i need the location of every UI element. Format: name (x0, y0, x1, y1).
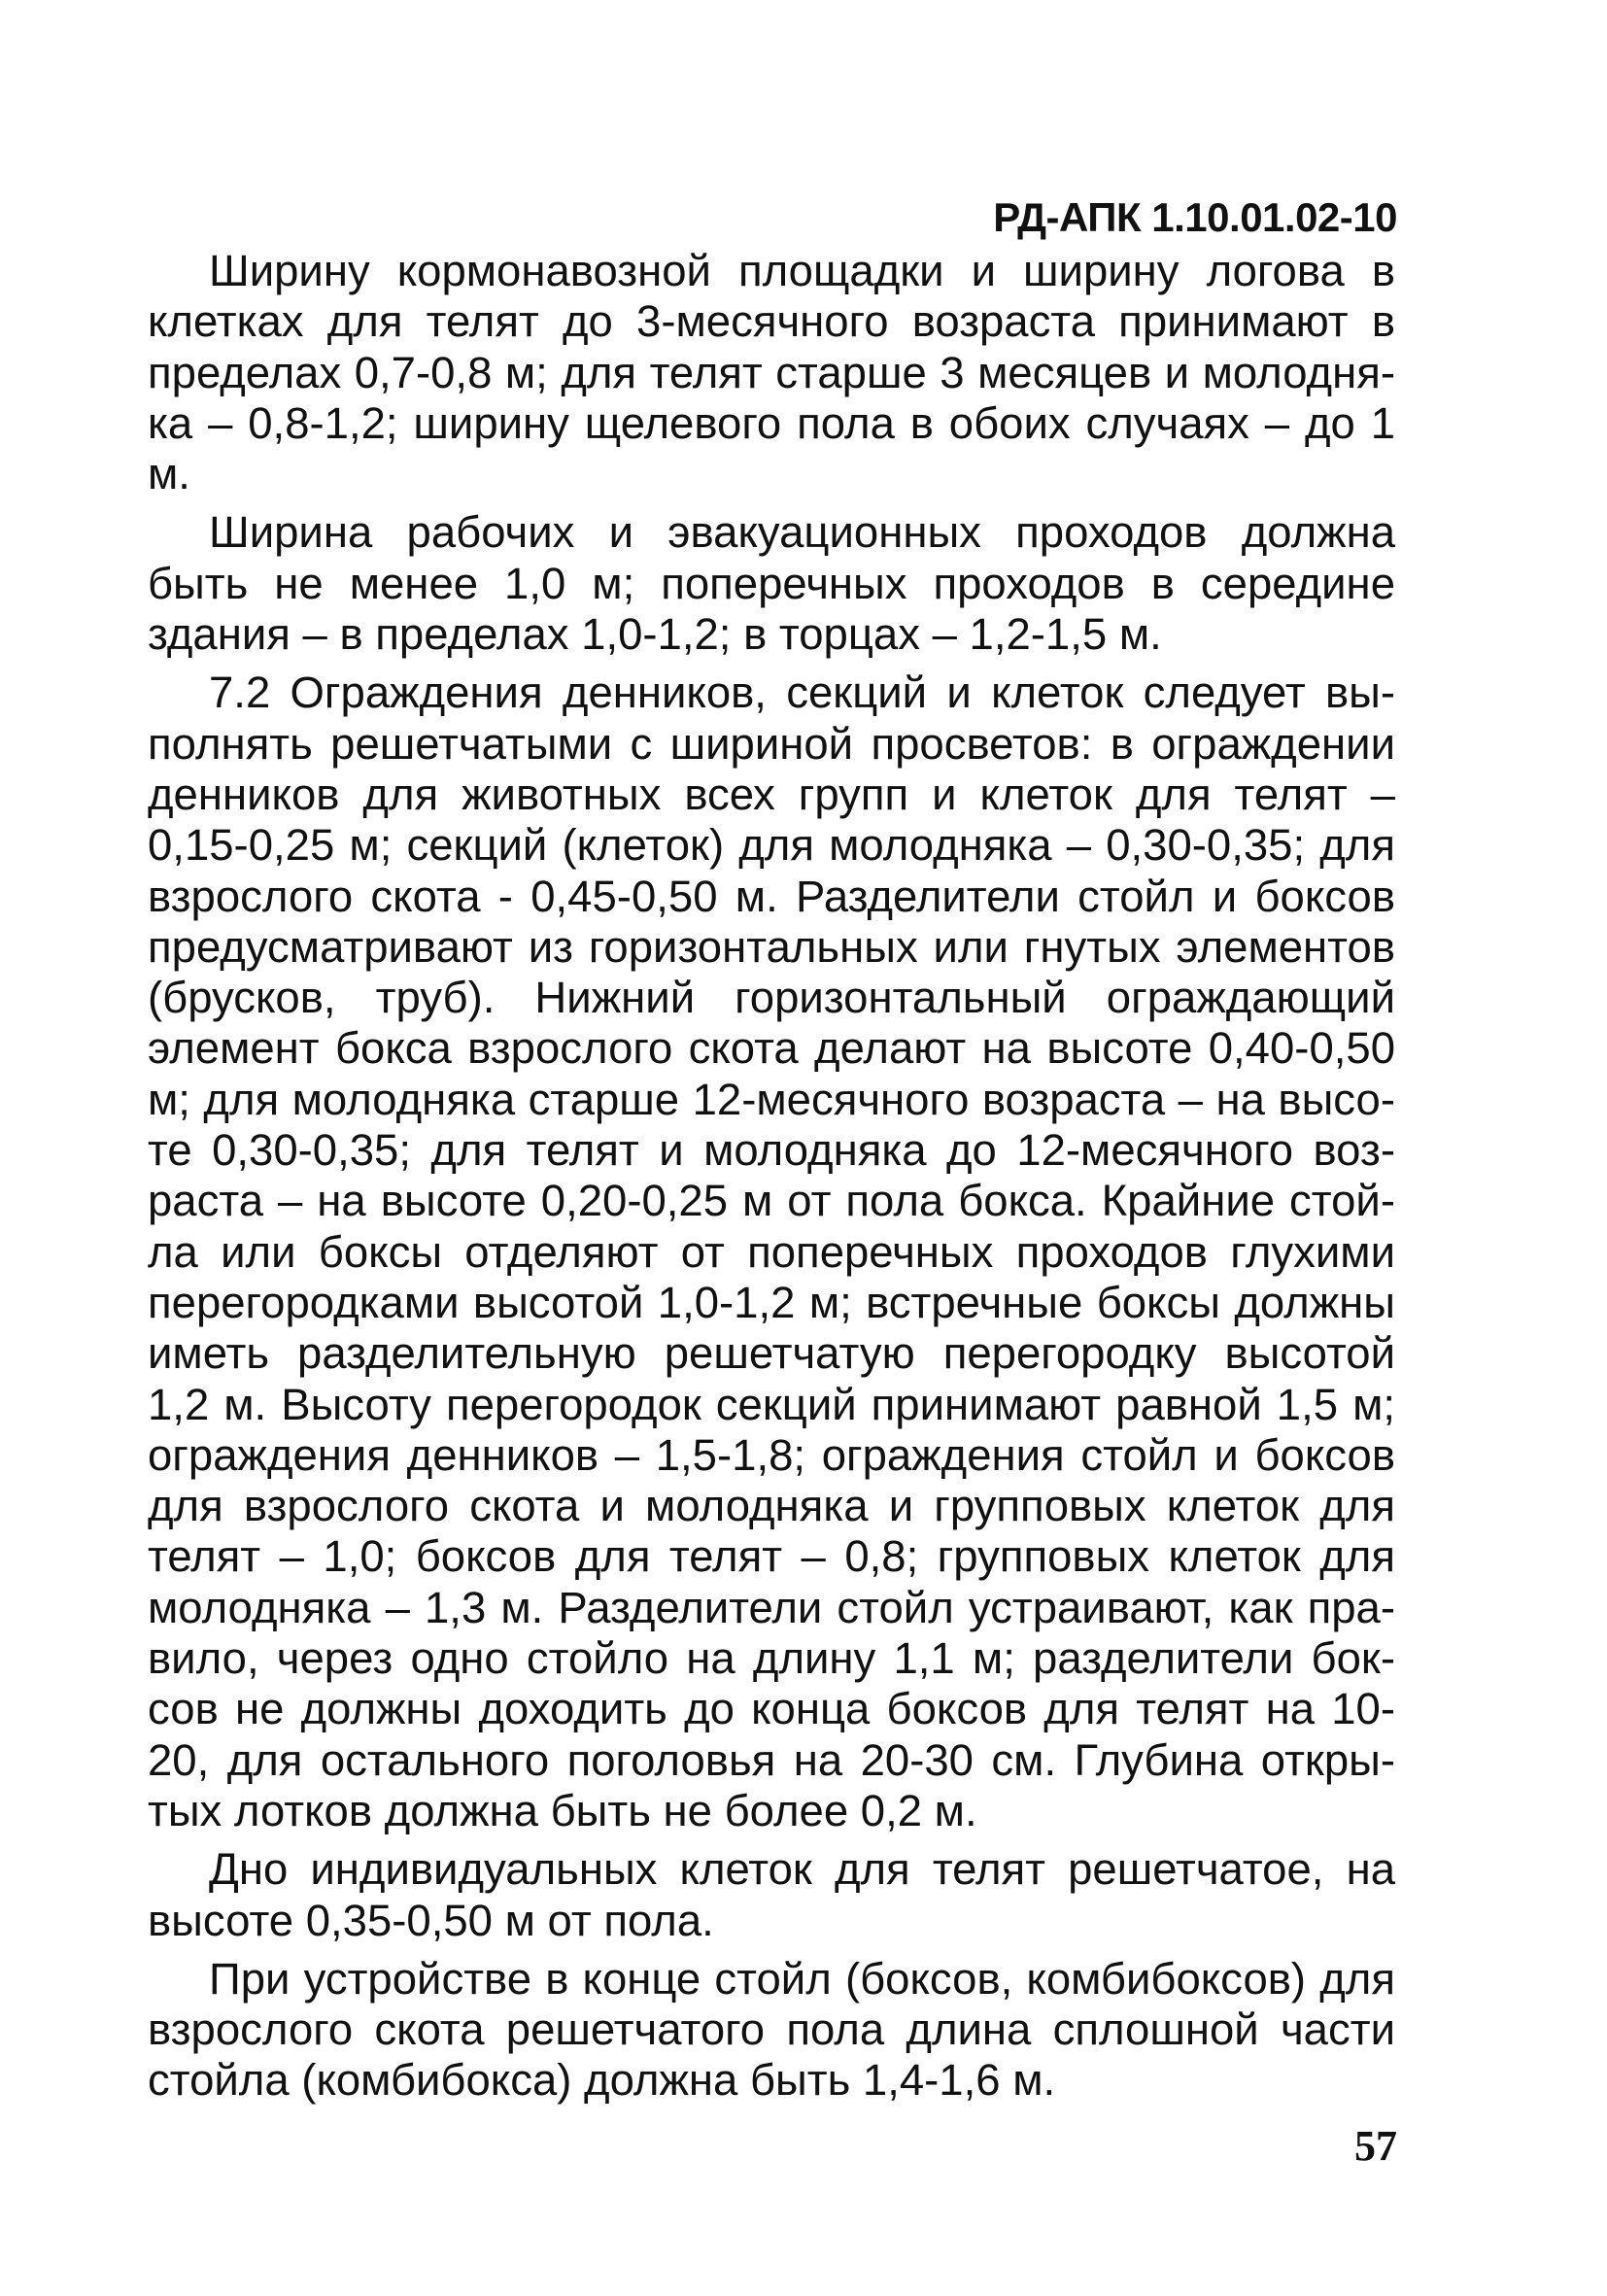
document-code: РД-АПК 1.10.01.02-10 (993, 194, 1397, 240)
paragraph-enclosures: 7.2 Ограждения денников, секций и клеток следует выполнять решетчатыми с шириной просветов: в ограждении денников для животных всех групп и клеток для телят – 0,15-0,25 м; секций (клеток) для молодняка – 0,30-0,35; для взрослого скота - 0,45-0,50 м. Разделители стойл и боксов предусматривают из горизонтальных или гнутых элементов (брусков, труб). Нижний горизонтальный ограждающий элемент бокса взрослого скота делают на высоте 0,40-0,50 м; для молодняка старше 12-месячного возраста – на высоте 0,30-0,35; для телят и молодняка до 12-месячного возраста – на высоте 0,20-0,25 м от пола бокса. Крайние стойла или боксы отделяют от поперечных проходов глухими перегородками высотой 1,0-1,2 м; встречные боксы должны иметь разделительную решетчатую перегородку высотой 1,2 м. Высоту перегородок секций принимают равной 1,5 м; ограждения денников – 1,5-1,8; ограждения стойл и боксов для взрослого скота и молодняка и групповых клеток для телят – 1,0; боксов для телят – 0,8; групповых клеток для молодняка – 1,3 м. Разделители стойл устраивают, как правило, через одно стойло на длину 1,1 м; разделители боксов не должны доходить до конца боксов для телят на 10-20, для остального поголовья на 20-30 см. Глубина открытых лотков должна быть не более 0,2 м. (148, 668, 1395, 1835)
paragraph-calf-pen-width: Ширину кормонавозной площадки и ширину логова в клетках для телят до 3-месячного возраста принимают в пределах 0,7-0,8 м; для телят старше 3 месяцев и молодняка – 0,8-1,2; ширину щелевого пола в обоих случаях – до 1 м. (148, 246, 1395, 499)
body-text (148, 246, 1395, 2114)
paragraph-slatted-floor: При устройстве в конце стойл (боксов, комбибоксов) для взрослого скота решетчатого пола длина сплошной части стойла (комбибокса) должна быть 1,4-1,6 м. (148, 1953, 1395, 2106)
page-number: 57 (1354, 2122, 1397, 2170)
paragraph-passage-width: Ширина рабочих и эвакуационных проходов должна быть не менее 1,0 м; поперечных проходов в середине здания – в пределах 1,0-1,2; в торцах – 1,2-1,5 м. (148, 507, 1395, 660)
paragraph-calf-cage-floor: Дно индивидуальных клеток для телят решетчатое, на высоте 0,35-0,50 м от пола. (148, 1844, 1395, 1945)
